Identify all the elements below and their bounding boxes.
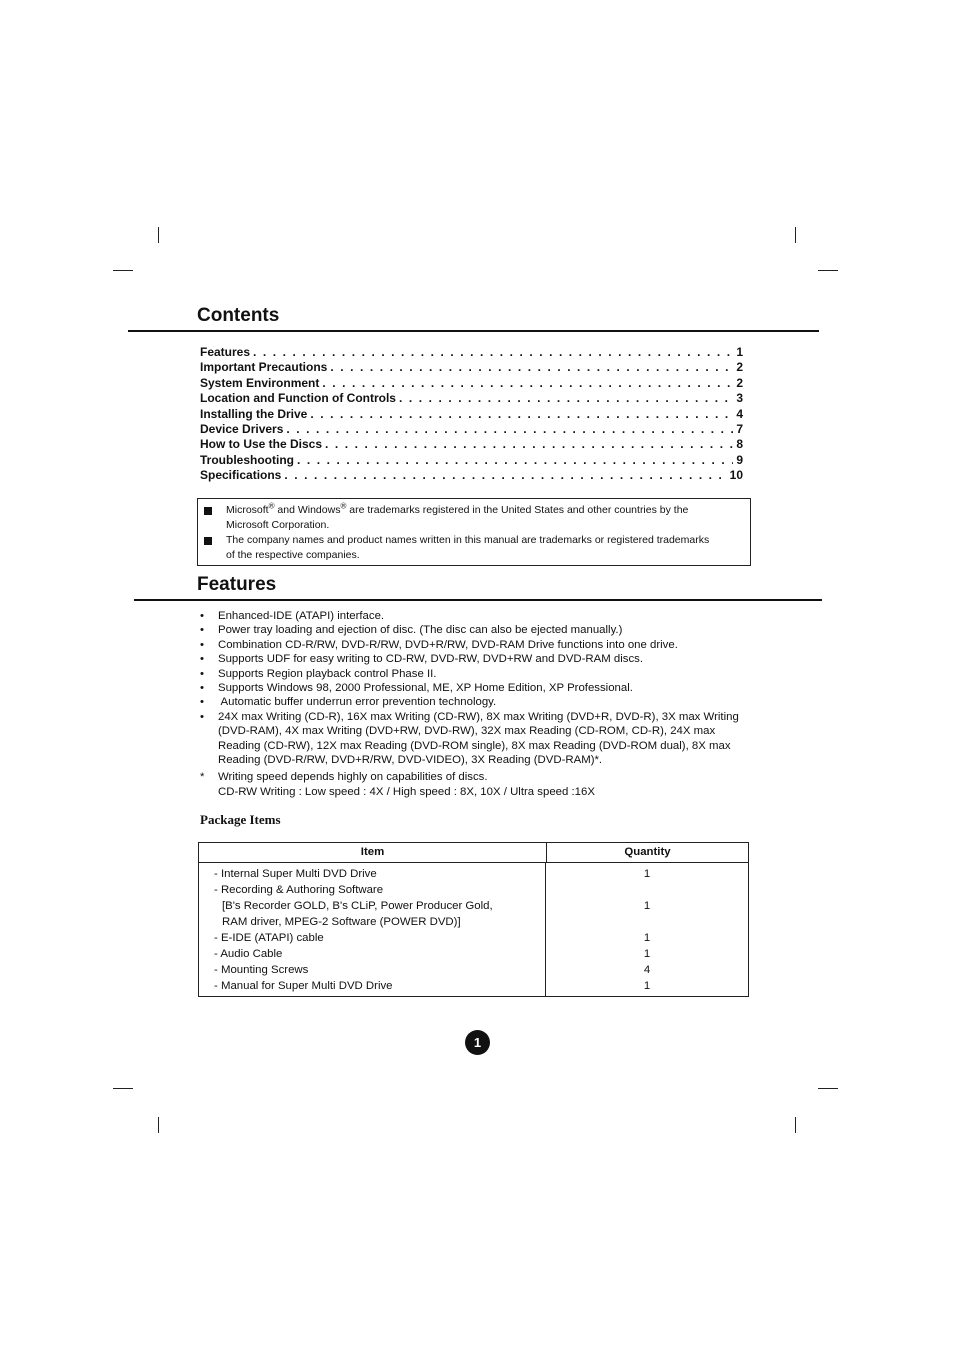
table-cell: - Recording & Authoring Software: [214, 884, 384, 896]
list-item: • Power tray loading and ejection of disc. (The disc can also be ejected manually.): [200, 624, 623, 637]
contents-rule: [128, 330, 819, 332]
notice-item: Microsoft® and Windows® are trademarks registered in the United States and other countries by the Microsoft Corporation.: [204, 503, 744, 533]
crop-mark: [158, 227, 159, 243]
crop-mark: [795, 1117, 796, 1133]
toc-item-important-precautions[interactable]: Important Precautions . . . 2: [200, 360, 743, 375]
toc-item-installing-the-drive[interactable]: Installing the Drive . . . 4: [200, 407, 743, 422]
table-cell: - Internal Super Multi DVD Drive: [214, 868, 377, 880]
column-header-item: Item: [199, 843, 547, 862]
crop-mark: [818, 1088, 838, 1089]
crop-mark: [113, 270, 133, 271]
list-item: • Combination CD-R/RW, DVD-R/RW, DVD+R/RW, DVD-RAM Drive functions into one drive.: [200, 638, 678, 651]
table-cell: 4: [643, 964, 651, 976]
contents-title: Contents: [197, 305, 280, 326]
table-cell: 1: [643, 868, 651, 880]
list-item: • Supports Windows 98, 2000 Professional, ME, XP Home Edition, XP Professional.: [200, 682, 633, 695]
table-of-contents: [200, 345, 743, 484]
crop-mark: [113, 1088, 133, 1089]
list-item: • Enhanced-IDE (ATAPI) interface.: [200, 610, 385, 622]
features-title: Features: [197, 574, 277, 595]
package-items-table: [198, 842, 749, 997]
features-rule: [134, 599, 822, 601]
list-item: • Supports UDF for easy writing to CD-RW, DVD-RW, DVD+RW and DVD-RAM discs.: [200, 653, 644, 666]
crop-mark: [158, 1117, 159, 1133]
table-cell: - Mounting Screws: [214, 964, 309, 976]
crop-mark: [818, 270, 838, 271]
page-number: 1: [465, 1030, 490, 1055]
table-cell: [B's Recorder GOLD, B's CLiP, Power Producer Gold,: [222, 900, 493, 912]
quantity-column: [546, 863, 748, 997]
features-list: [200, 609, 760, 799]
table-cell: - Manual for Super Multi DVD Drive: [214, 980, 393, 992]
toc-item-specifications[interactable]: Specifications . . . 10: [200, 468, 743, 483]
column-header-quantity: Quantity: [624, 846, 671, 858]
notice-item: The company names and product names written in this manual are trademarks or registered trademarks of the respective companies.: [204, 533, 744, 563]
table-cell: 1: [643, 932, 651, 944]
table-body: [199, 863, 748, 997]
toc-item-device-drivers[interactable]: Device Drivers . . . 7: [200, 422, 743, 437]
table-cell: - E-IDE (ATAPI) cable: [214, 932, 324, 944]
square-bullet-icon: [204, 537, 212, 545]
crop-mark: [795, 227, 796, 243]
table-header: [199, 843, 748, 863]
square-bullet-icon: [204, 507, 212, 515]
table-cell: 1: [643, 980, 651, 992]
trademark-notice: [197, 498, 751, 566]
toc-item-troubleshooting[interactable]: Troubleshooting . . . 9: [200, 453, 743, 468]
toc-item-location-and-function[interactable]: Location and Function of Controls . . . 3: [200, 391, 743, 406]
note-item: * Writing speed depends highly on capabilities of discs. CD-RW Writing : Low speed : 4X / High speed : 8X, 10X / Ultra speed :16X: [200, 771, 595, 798]
toc-item-features[interactable]: Features . . . 1: [200, 345, 743, 360]
toc-item-how-to-use-the-discs[interactable]: How to Use the Discs . . . 8: [200, 437, 743, 452]
list-item: • 24X max Writing (CD-R), 16X max Writing (CD-RW), 8X max Writing (DVD+R, DVD-R), 3X max Writing (DVD-RAM), 4X max Writing (DVD+RW, DVD-RW), 32X max Reading (CD-ROM, CD-R), 24X max Reading (CD-RW), 12X max Reading (DVD-ROM single), 8X max Reading (DVD-ROM dual), 8X max Reading (DVD-R/RW, DVD+R/RW, DVD-VIDEO), 3X Reading (DVD-RAM)*.: [200, 710, 739, 767]
toc-item-system-environment[interactable]: System Environment . . . 2: [200, 376, 743, 391]
list-item: • Supports Region playback control Phase II.: [200, 667, 437, 680]
table-cell: 1: [643, 948, 651, 960]
item-column: [199, 863, 546, 997]
table-cell: - Audio Cable: [214, 948, 283, 960]
package-items-heading: Package Items: [200, 812, 281, 827]
list-item: • Automatic buffer underrun error prevention technology.: [200, 696, 497, 709]
table-cell: RAM driver, MPEG-2 Software (POWER DVD)]: [222, 916, 461, 928]
table-cell: 1: [643, 900, 651, 912]
